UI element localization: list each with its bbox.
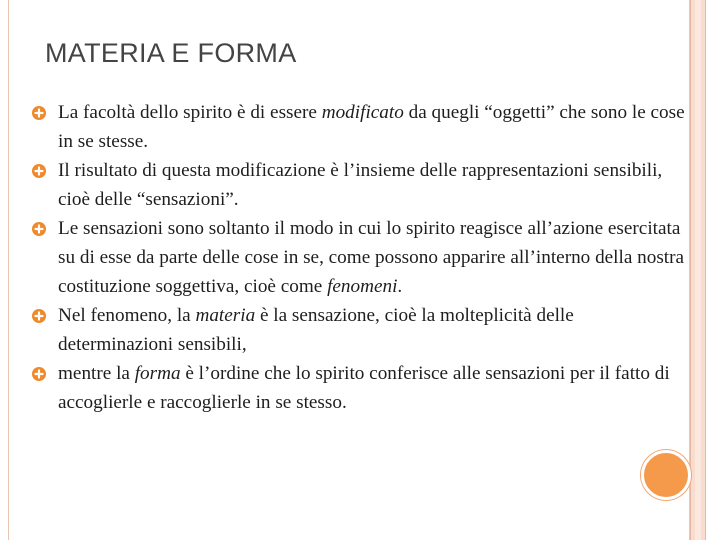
bullet-text: mentre la forma è l’ordine che lo spirito conferisce alle sensazioni per il fatto di accoglierle e raccoglierle in se stesso. xyxy=(58,363,670,413)
bullet-text: Il risultato di questa modificazione è l’insieme delle rappresentazioni sensibili, cioè delle “sensazioni”. xyxy=(58,160,663,210)
bullet-text: Le sensazioni sono soltanto il modo in cui lo spirito reagisce all’azione esercitata su di esse da parte delle cose in se, come possono apparire all’interno della nostra costituzione soggettiva, cioè come fenomeni. xyxy=(58,218,685,297)
slide-title: MATERIA E FORMA xyxy=(45,38,297,68)
bullet-text: Nel fenomeno, la materia è la sensazione, cioè la molteplicità delle determinazioni sensibili, xyxy=(58,305,574,355)
bullet-item-4 xyxy=(30,301,690,359)
plus-circle-icon xyxy=(32,106,46,120)
bullet-text: La facoltà dello spirito è di essere modificato da quegli “oggetti” che sono le cose in se stesse. xyxy=(58,102,685,152)
bullet-item-3 xyxy=(30,214,690,301)
side-decoration-band xyxy=(690,0,706,540)
bullet-list xyxy=(30,98,690,417)
plus-circle-icon xyxy=(32,164,46,178)
bullet-item-1 xyxy=(30,98,690,156)
orange-circle-decoration xyxy=(641,450,691,500)
plus-circle-icon xyxy=(32,309,46,323)
plus-circle-icon xyxy=(32,367,46,381)
bullet-item-2 xyxy=(30,156,690,214)
plus-circle-icon xyxy=(32,222,46,236)
bullet-item-5 xyxy=(30,359,690,417)
